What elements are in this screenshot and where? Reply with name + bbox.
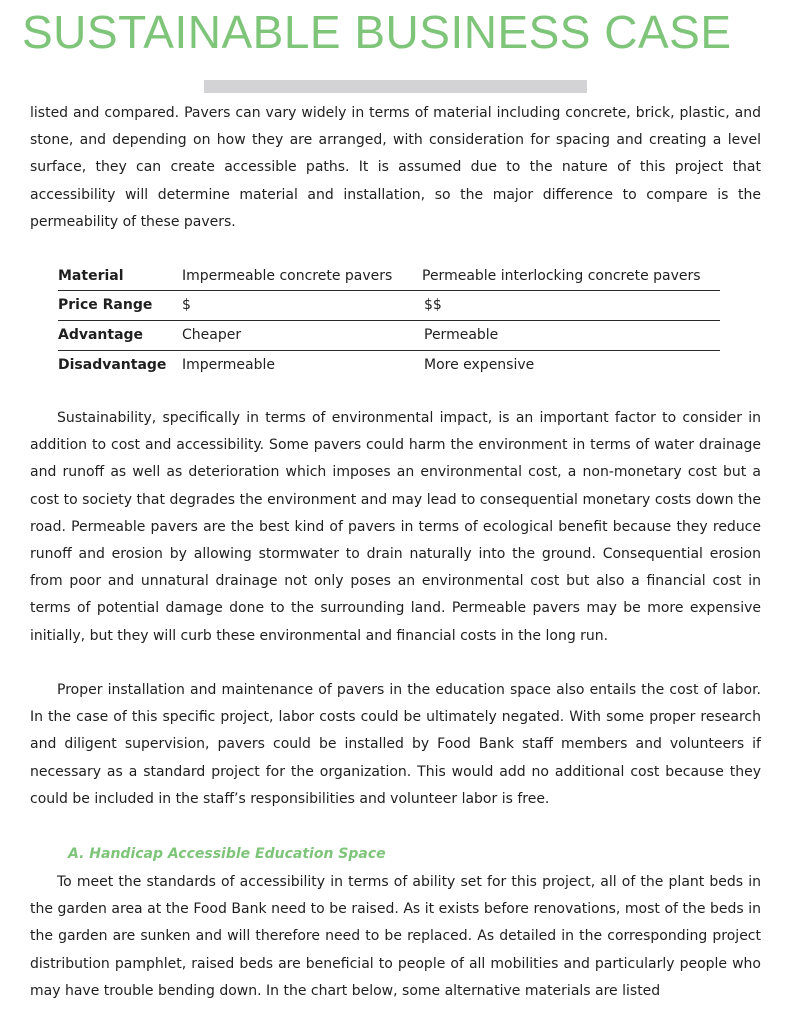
paver-comparison-table — [58, 263, 720, 380]
body-paragraph-labor: Proper installation and maintenance of pavers in the education space also entails the cost of labor. In the case of this specific project, labor costs could be ultimately negated. With some proper research and diligent supervision, pavers could be installed by Food Bank staff members and volunteers if necessary as a standard project for the organization. This would add no additional cost because they could be included in the staff’s responsibilities and volunteer labor is free. — [30, 682, 761, 807]
table-cell: More expensive — [424, 357, 535, 373]
page-title: SUSTAINABLE BUSINESS CASE — [22, 6, 732, 58]
body-paragraph-accessibility: To meet the standards of accessibility in terms of ability set for this project, all of the plant beds in the garden area at the Food Bank need to be raised. As it exists before renovations, most of the beds in the garden are sunken and will therefore need to be replaced. As detailed in the corresponding project distribution pamphlet, raised beds are beneficial to people of all mobilities and particularly people who may have trouble bending down. In the chart below, some alternative materials are listed — [30, 874, 761, 999]
table-cell: Impermeable — [182, 357, 275, 373]
table-row-label: Advantage — [58, 327, 144, 343]
table-cell: Permeable — [424, 327, 499, 343]
table-row-label: Disadvantage — [58, 357, 167, 373]
table-header-material: Material — [58, 268, 124, 284]
title-divider — [204, 80, 587, 93]
table-header-impermeable: Impermeable concrete pavers — [182, 268, 393, 284]
body-paragraph-sustainability: Sustainability, specifically in terms of environmental impact, is an important factor to consider in addition to cost and accessibility. Some pavers could harm the environment in terms of water drainage and runoff as well as deterioration which imposes an environmental cost, a non-monetary cost but a cost to society that degrades the environment and may lead to consequential monetary costs down the road. Permeable pavers are the best kind of pavers in terms of ecological benefit because they reduce runoff and erosion by allowing stormwater to drain naturally into the ground. Consequential erosion from poor and unnatural drainage not only poses an environmental cost but also a financial cost in terms of potential damage done to the surrounding land. Permeable pavers may be more expensive initially, but they will curb these environmental and financial costs in the long run. — [30, 410, 761, 644]
body-paragraph-pavers: listed and compared. Pavers can vary widely in terms of material including concrete, brick, plastic, and stone, and depending on how they are arranged, with consideration for spacing and creating a level surface, they can create accessible paths. It is assumed due to the nature of this project that accessibility will determine material and installation, so the major difference to compare is the permeability of these pavers. — [30, 105, 761, 230]
section-heading: A. Handicap Accessible Education Space — [68, 846, 386, 862]
table-row — [58, 351, 720, 380]
table-header-row — [58, 263, 720, 291]
table-row — [58, 321, 720, 351]
table-cell: Cheaper — [182, 327, 242, 343]
table-row-label: Price Range — [58, 297, 153, 313]
table-cell: $$ — [424, 297, 442, 313]
table-cell: $ — [182, 297, 191, 313]
table-header-permeable: Permeable interlocking concrete pavers — [422, 268, 701, 284]
table-row — [58, 291, 720, 321]
